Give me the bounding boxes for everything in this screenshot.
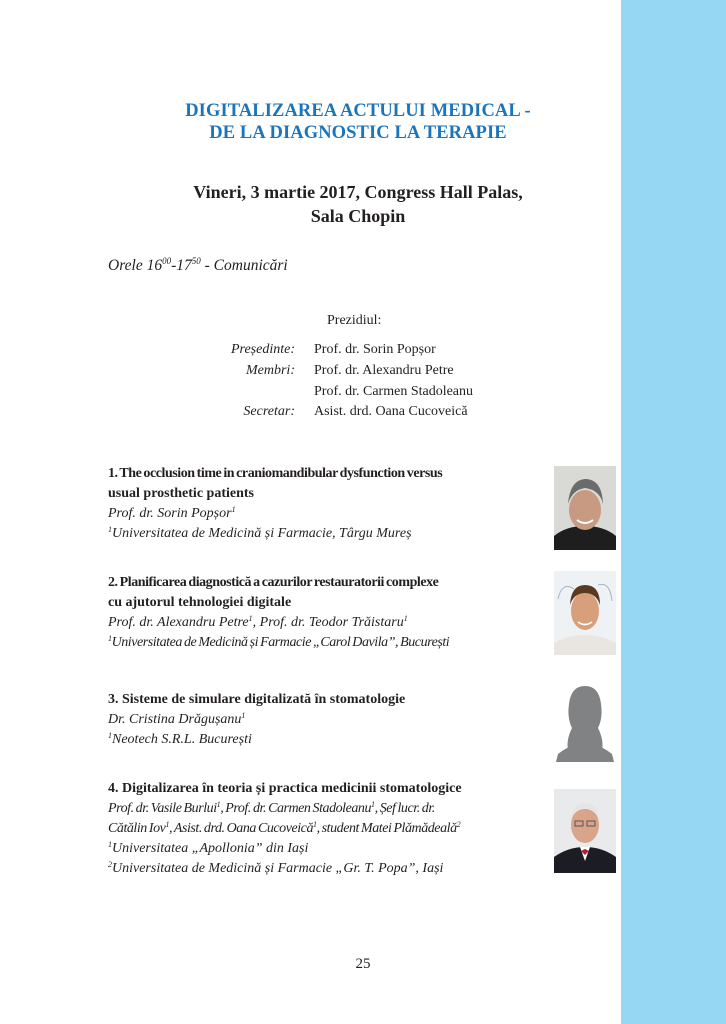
title-line-2: DE LA DIAGNOSTIC LA TERAPIE xyxy=(209,123,507,143)
speaker-portrait-icon xyxy=(554,789,616,873)
presidium-name: Prof. dr. Alexandru Petre xyxy=(314,363,454,378)
presentation-title: 1. The occlusion time in craniomandibular dysfunction versus xyxy=(108,466,443,481)
presentation-affiliation: $^1$Universitatea de Medicină și Farmacie, Târgu Mureș xyxy=(108,525,412,541)
session-room: Sala Chopin xyxy=(310,206,406,226)
presentation-title: 2. Planificarea diagnostică a cazurilor restauratorii complexe xyxy=(108,575,439,590)
presentation-title: 3. Sisteme de simulare digitalizată în stomatologie xyxy=(108,692,406,707)
presentation-title-cont: cu ajutorul tehnologiei digitale xyxy=(108,595,292,610)
presentation-affiliation: $^1$Neotech S.R.L. București xyxy=(108,731,252,747)
speaker-photo-placeholder xyxy=(554,678,616,762)
presidium-name: Prof. dr. Carmen Stadoleanu xyxy=(314,384,474,399)
presidium-row xyxy=(100,404,570,424)
presidium-name: Prof. dr. Sorin Popșor xyxy=(314,342,436,357)
speaker-photo xyxy=(554,466,616,550)
presentation-authors: Prof. dr. Sorin Popșor$^1$ xyxy=(108,505,236,521)
presentation-authors: Prof. dr. Alexandru Petre$^1$, Prof. dr. Teodor Trăistaru$^1$ xyxy=(108,614,408,630)
presentation-affiliation: $^1$Universitatea de Medicină și Farmacie „Carol Davila”, București xyxy=(108,634,450,650)
presentation-title-cont: usual prosthetic patients xyxy=(108,486,254,501)
presidium-role: Membri: xyxy=(246,363,295,378)
presentation-item-2 xyxy=(108,573,550,653)
presentation-authors-cont: Cătălin Iov$^1$, Asist. drd. Oana Cucoveică$^1$, student Matei Plămădeală$^2$ xyxy=(108,820,461,836)
presidium-row xyxy=(100,342,570,362)
presentation-title: 4. Digitalizarea în teoria și practica medicinii stomatologice xyxy=(108,781,462,796)
presidium-heading: Prezidiul: xyxy=(327,313,382,328)
page-number: 25 xyxy=(355,956,371,972)
speaker-portrait-icon xyxy=(554,466,616,550)
session-info xyxy=(108,180,608,228)
presentation-authors: Prof. dr. Vasile Burlui$^1$, Prof. dr. Carmen Stadoleanu$^1$, Șef lucr. dr. xyxy=(108,800,435,816)
speaker-portrait-icon xyxy=(554,571,616,655)
page-title xyxy=(108,100,608,144)
presentation-item-3 xyxy=(108,690,550,750)
presentation-item-1 xyxy=(108,464,550,544)
presentation-authors: Dr. Cristina Drăgușanu$^1$ xyxy=(108,711,246,727)
presidium-name: Asist. drd. Oana Cucoveică xyxy=(314,404,468,419)
presentation-affiliation: $^2$Universitatea de Medicină și Farmacie „Gr. T. Popa”, Iași xyxy=(108,860,444,876)
person-silhouette-icon xyxy=(554,678,616,762)
session-date-venue: Vineri, 3 martie 2017, Congress Hall Palas, xyxy=(193,182,523,202)
title-line-1: DIGITALIZAREA ACTULUI MEDICAL - xyxy=(185,101,531,121)
side-color-band xyxy=(621,0,726,1024)
speaker-photo xyxy=(554,571,616,655)
presentation-item-4 xyxy=(108,779,550,879)
presidium-role: Președinte: xyxy=(230,342,295,357)
presidium-row xyxy=(100,363,570,383)
presidium-row xyxy=(100,384,570,404)
session-hours: Orele $16^{00}-17^{50}$ - Comunicări xyxy=(108,256,288,274)
presentation-affiliation: $^1$Universitatea „Apollonia” din Iași xyxy=(108,840,309,856)
presidium-role: Secretar: xyxy=(243,404,295,419)
speaker-photo xyxy=(554,789,616,873)
